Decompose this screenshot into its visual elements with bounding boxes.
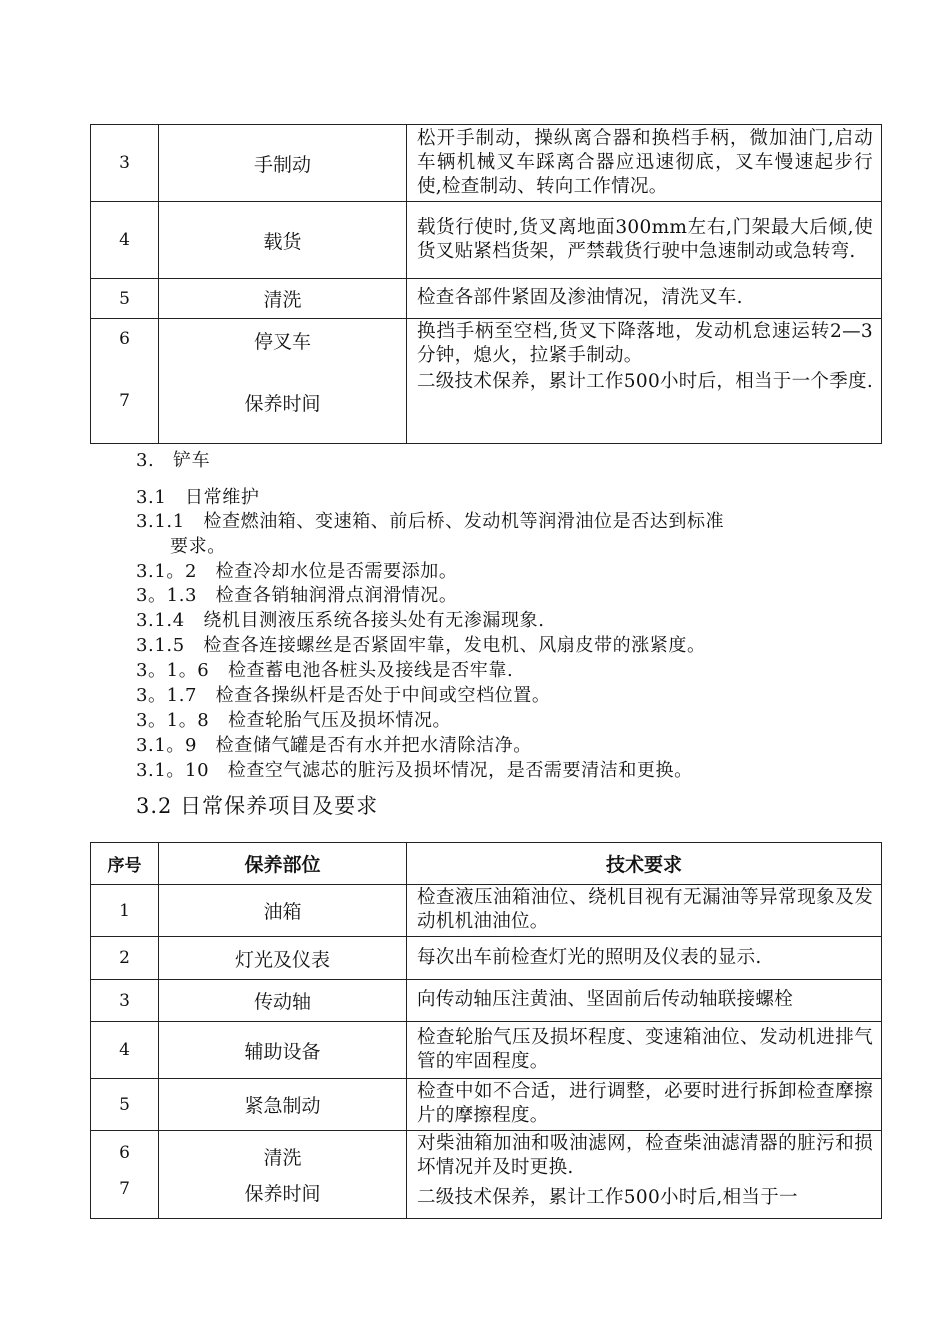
row-number: 5	[91, 1079, 159, 1131]
row-requirement: 载货行使时,货叉离地面300mm左右,门架最大后倾,使货叉贴紧档货架，严禁载货行驶中急速制动或急转弯.	[407, 202, 882, 279]
row-part: 传动轴	[159, 980, 407, 1022]
row-part-merged	[159, 1131, 407, 1219]
row-number: 4	[91, 202, 159, 279]
row-part-merged	[159, 319, 407, 444]
row-part: 清洗	[263, 1147, 302, 1169]
list-item-continuation: 要求。	[170, 536, 226, 557]
row-requirement: 对柴油箱加油和吸油滤网，检查柴油滤清器的脏污和损坏情况并及时更换.	[417, 1133, 873, 1178]
table-header-row	[91, 843, 882, 885]
row-requirement-merged	[407, 319, 882, 444]
row-part: 停叉车	[253, 331, 311, 353]
row-number: 6	[119, 329, 130, 349]
list-item: 3。1.7 检查各操纵杆是否处于中间或空档位置。	[136, 685, 551, 706]
table-row	[91, 125, 882, 202]
row-part: 清洗	[159, 279, 407, 319]
table-row	[91, 885, 882, 937]
table-row-merged	[91, 319, 882, 444]
list-item: 3。1.3 检查各销轴润滑点润滑情况。	[136, 585, 458, 606]
row-part: 灯光及仪表	[159, 937, 407, 980]
table-row	[91, 1079, 882, 1131]
maintenance-table-loader	[90, 842, 882, 1219]
row-number: 5	[91, 279, 159, 319]
row-requirement: 松开手制动，操纵离合器和换档手柄，微加油门,启动车辆机械叉车踩离合器应迅速彻底，叉车慢速起步行使,检查制动、转向工作情况。	[407, 125, 882, 202]
maintenance-table-forklift	[90, 124, 882, 444]
row-requirement: 换挡手柄至空档,货叉下降落地，发动机怠速运转2—3分钟，熄火，拉紧手制动。	[417, 321, 873, 366]
row-number: 6	[119, 1143, 130, 1163]
list-item: 3。1。8 检查轮胎气压及损坏情况。	[136, 710, 452, 731]
row-requirement: 二级技术保养，累计工作500小时后，相当于一个季度.	[417, 371, 873, 392]
row-number: 3	[91, 980, 159, 1022]
section-heading: 3.2 日常保养项目及要求	[136, 794, 379, 818]
table-row	[91, 202, 882, 279]
header-part: 保养部位	[159, 843, 407, 885]
table-row	[91, 1022, 882, 1079]
row-number: 1	[91, 885, 159, 937]
list-item: 3.1.1 检查燃油箱、变速箱、前后桥、发动机等润滑油位是否达到标准	[136, 511, 725, 532]
list-item: 3.1.4 绕机目测液压系统各接头处有无渗漏现象.	[136, 610, 545, 631]
row-requirement: 向传动轴压注黄油、坚固前后传动轴联接螺栓	[407, 980, 882, 1022]
row-requirement-merged	[407, 1131, 882, 1219]
row-number-merged	[91, 1131, 159, 1219]
header-number: 序号	[91, 843, 159, 885]
table-row	[91, 279, 882, 319]
row-requirement: 检查各部件紧固及渗油情况，清洗叉车.	[407, 279, 882, 319]
row-part: 保养时间	[244, 393, 321, 415]
list-item: 3。1。6 检查蓄电池各桩头及接线是否牢靠.	[136, 660, 514, 681]
row-number-merged	[91, 319, 159, 444]
row-number: 3	[91, 125, 159, 202]
row-number: 7	[119, 391, 130, 411]
row-part: 紧急制动	[159, 1079, 407, 1131]
row-part: 保养时间	[244, 1183, 321, 1205]
list-item: 3.1。10 检查空气滤芯的脏污及损坏情况，是否需要清洁和更换。	[136, 760, 693, 781]
table-row	[91, 937, 882, 980]
section-title: 3. 铲车	[136, 450, 211, 471]
row-part: 手制动	[159, 125, 407, 202]
row-part: 辅助设备	[159, 1022, 407, 1079]
row-requirement: 检查中如不合适，进行调整，必要时进行拆卸检查摩擦片的摩擦程度。	[407, 1079, 882, 1131]
row-requirement: 二级技术保养，累计工作500小时后,相当于一	[417, 1187, 798, 1208]
row-number: 2	[91, 937, 159, 980]
subsection-title: 3.1 日常维护	[136, 487, 260, 508]
list-item: 3.1。9 检查储气罐是否有水并把水清除洁净。	[136, 735, 532, 756]
row-number: 4	[91, 1022, 159, 1079]
row-part: 油箱	[159, 885, 407, 937]
row-number: 7	[119, 1179, 130, 1199]
row-requirement: 检查液压油箱油位、绕机目视有无漏油等异常现象及发动机机油油位。	[407, 885, 882, 937]
header-requirement: 技术要求	[407, 843, 882, 885]
table-row	[91, 980, 882, 1022]
list-item: 3.1.5 检查各连接螺丝是否紧固牢靠，发电机、风扇皮带的涨紧度。	[136, 635, 706, 656]
list-item: 3.1。2 检查冷却水位是否需要添加。	[136, 561, 458, 582]
table-row-merged	[91, 1131, 882, 1219]
row-requirement: 每次出车前检查灯光的照明及仪表的显示.	[407, 937, 882, 980]
row-part: 载货	[159, 202, 407, 279]
row-requirement: 检查轮胎气压及损坏程度、变速箱油位、发动机进排气管的牢固程度。	[407, 1022, 882, 1079]
